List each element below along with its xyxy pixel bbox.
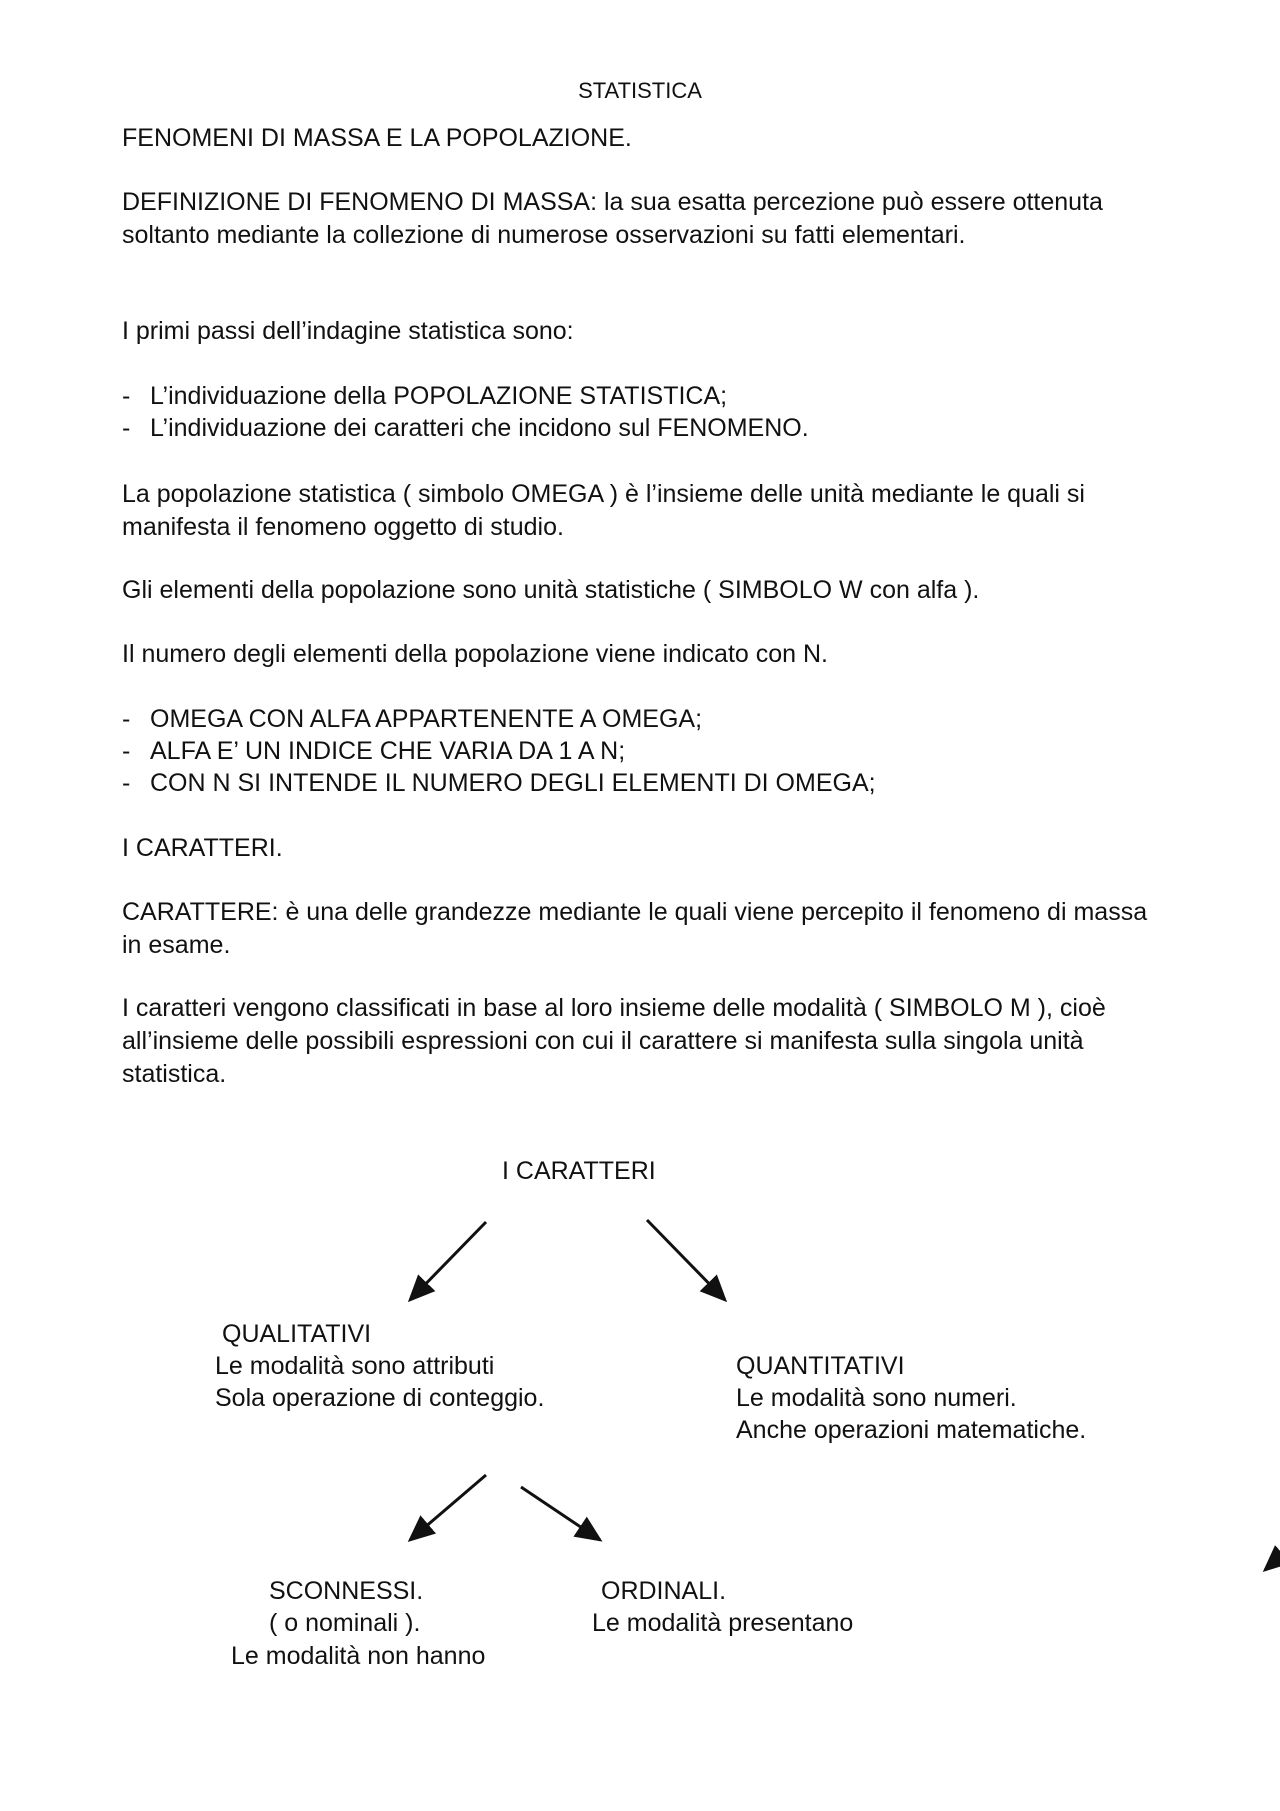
arrow-to-quantitativi-icon xyxy=(647,1220,725,1300)
population-definition: La popolazione statistica ( simbolo OMEGA ) è l’insieme delle unità mediante le quali si manifesta il fenomeno oggetto di studio. xyxy=(122,480,1085,541)
page-title: STATISTICA xyxy=(578,78,702,103)
population-elements: Gli elementi della popolazione sono unità statistiche ( SIMBOLO W con alfa ). xyxy=(122,576,980,604)
list-item xyxy=(122,735,625,768)
list-item-text: OMEGA CON ALFA APPARTENENTE A OMEGA; xyxy=(150,705,703,733)
list-item-text: L’individuazione della POPOLAZIONE STATISTICA; xyxy=(150,382,728,410)
list-item-text: L’individuazione dei caratteri che incidono sul FENOMENO. xyxy=(150,414,809,442)
definition-fenomeno-di-massa: DEFINIZIONE DI FENOMENO DI MASSA: la sua esatta percezione può essere ottenuta soltanto mediante la collezione di numerose osservazioni su fatti elementari. xyxy=(122,188,1103,249)
quantitativi-line1: Le modalità sono numeri. xyxy=(736,1384,1017,1412)
quantitativi-line2: Anche operazioni matematiche. xyxy=(736,1416,1087,1444)
carattere-definition: CARATTERE: è una delle grandezze mediante le quali viene percepito il fenomeno di massa in esame. xyxy=(122,898,1148,959)
caratteri-classification: I caratteri vengono classificati in base al loro insieme delle modalità ( SIMBOLO M ), cioè all’insieme delle possibili espressioni con cui il carattere si manifesta sulla singola unità statistica. xyxy=(122,994,1106,1088)
sconnessi-title: SCONNESSI. xyxy=(269,1577,424,1605)
sconnessi-line2: Le modalità non hanno xyxy=(231,1642,486,1670)
dash-bullet-icon: - xyxy=(122,382,131,410)
list-item xyxy=(122,767,876,800)
section-heading-caratteri: I CARATTERI. xyxy=(122,834,283,862)
list-item-text: CON N SI INTENDE IL NUMERO DEGLI ELEMENTI DI OMEGA; xyxy=(150,769,876,797)
dash-bullet-icon: - xyxy=(122,414,131,442)
dash-bullet-icon: - xyxy=(122,737,131,765)
ordinali-line1: Le modalità presentano xyxy=(592,1609,854,1637)
arrow-to-ordinali-icon xyxy=(521,1487,600,1540)
quantitativi-title: QUANTITATIVI xyxy=(736,1352,905,1380)
qualitativi-line1: Le modalità sono attributi xyxy=(215,1352,495,1380)
dash-bullet-icon: - xyxy=(122,769,131,797)
qualitativi-line2: Sola operazione di conteggio. xyxy=(215,1384,545,1412)
arrow-edge-fragment-icon xyxy=(1265,1548,1280,1570)
qualitativi-title: QUALITATIVI xyxy=(222,1320,372,1348)
section-heading-fenomeni: FENOMENI DI MASSA E LA POPOLAZIONE. xyxy=(122,124,632,152)
population-number: Il numero degli elementi della popolazione viene indicato con N. xyxy=(122,640,828,668)
arrow-to-sconnessi-icon xyxy=(410,1475,486,1540)
ordinali-title: ORDINALI. xyxy=(601,1577,727,1605)
list-item xyxy=(122,412,809,445)
arrow-to-qualitativi-icon xyxy=(410,1222,486,1300)
dash-bullet-icon: - xyxy=(122,705,131,733)
list-item xyxy=(122,703,702,736)
list-item-text: ALFA E’ UN INDICE CHE VARIA DA 1 A N; xyxy=(150,737,626,765)
first-steps-intro: I primi passi dell’indagine statistica sono: xyxy=(122,317,574,345)
list-item xyxy=(122,380,727,413)
diagram-root-label: I CARATTERI xyxy=(502,1157,656,1185)
sconnessi-line1: ( o nominali ). xyxy=(269,1609,421,1637)
